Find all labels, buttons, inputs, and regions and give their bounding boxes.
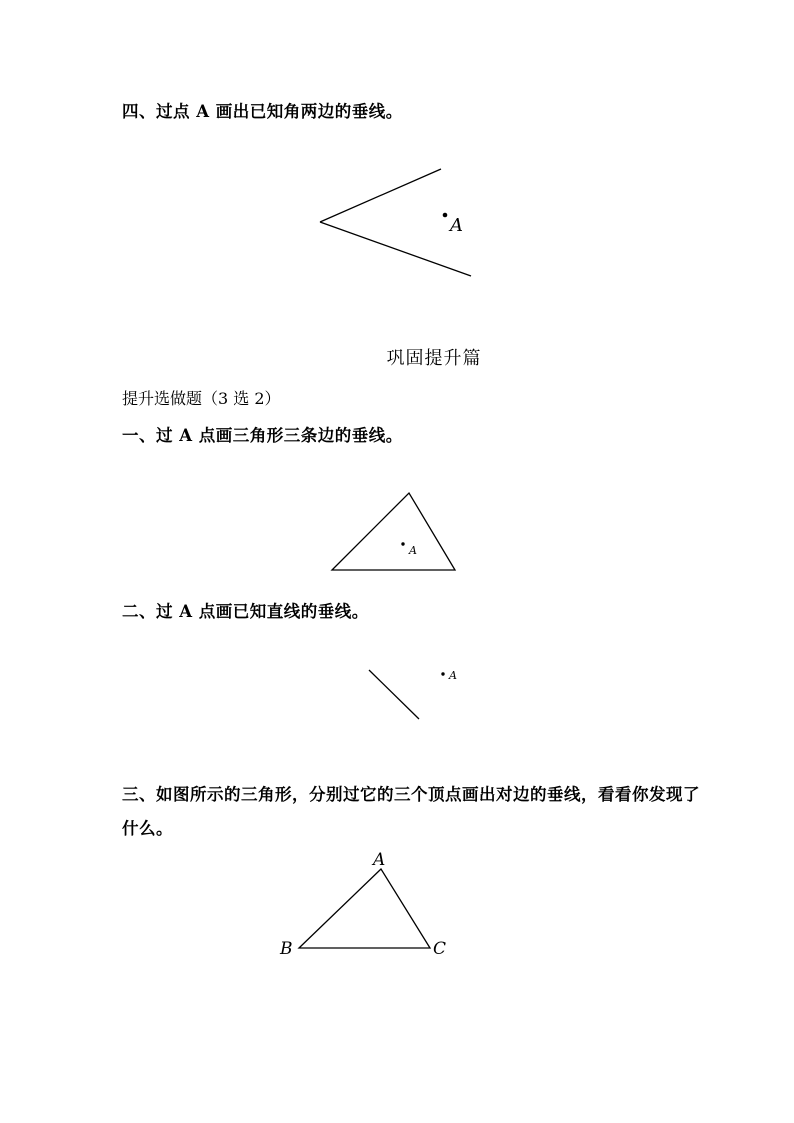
- angle-point-label: A: [450, 215, 463, 236]
- angle-figure: [300, 160, 500, 290]
- triangle-point-label: A: [409, 544, 417, 557]
- angle-lower-ray: [320, 222, 471, 276]
- question-1-text: 一、过 A 点画三角形三条边的垂线。: [122, 426, 403, 445]
- vertex-a-label: A: [373, 850, 386, 870]
- section-title: 巩固提升篇: [386, 348, 482, 369]
- angle-point-a: [443, 213, 448, 218]
- triangle-point-a: [401, 542, 404, 545]
- line-point-label: A: [449, 669, 457, 682]
- section-subtitle: 提升选做题（3 选 2）: [122, 389, 281, 408]
- triangle-figure: [320, 485, 470, 580]
- triangle-shape: [332, 493, 455, 570]
- line-figure: [360, 660, 470, 730]
- question-4-text: 四、过点 A 画出已知角两边的垂线。: [122, 102, 403, 121]
- vertex-b-label: B: [280, 939, 293, 959]
- question-3-text: 三、如图所示的三角形，分别过它的三个顶点画出对边的垂线，看看你发现了什么。: [122, 785, 700, 838]
- triangle-abc-shape: [299, 869, 430, 948]
- angle-upper-ray: [320, 169, 441, 222]
- vertex-c-label: C: [433, 939, 447, 959]
- line-point-a: [441, 672, 444, 675]
- given-line: [369, 670, 419, 719]
- question-2-text: 二、过 A 点画已知直线的垂线。: [122, 602, 369, 621]
- triangle-abc-figure: [270, 845, 460, 965]
